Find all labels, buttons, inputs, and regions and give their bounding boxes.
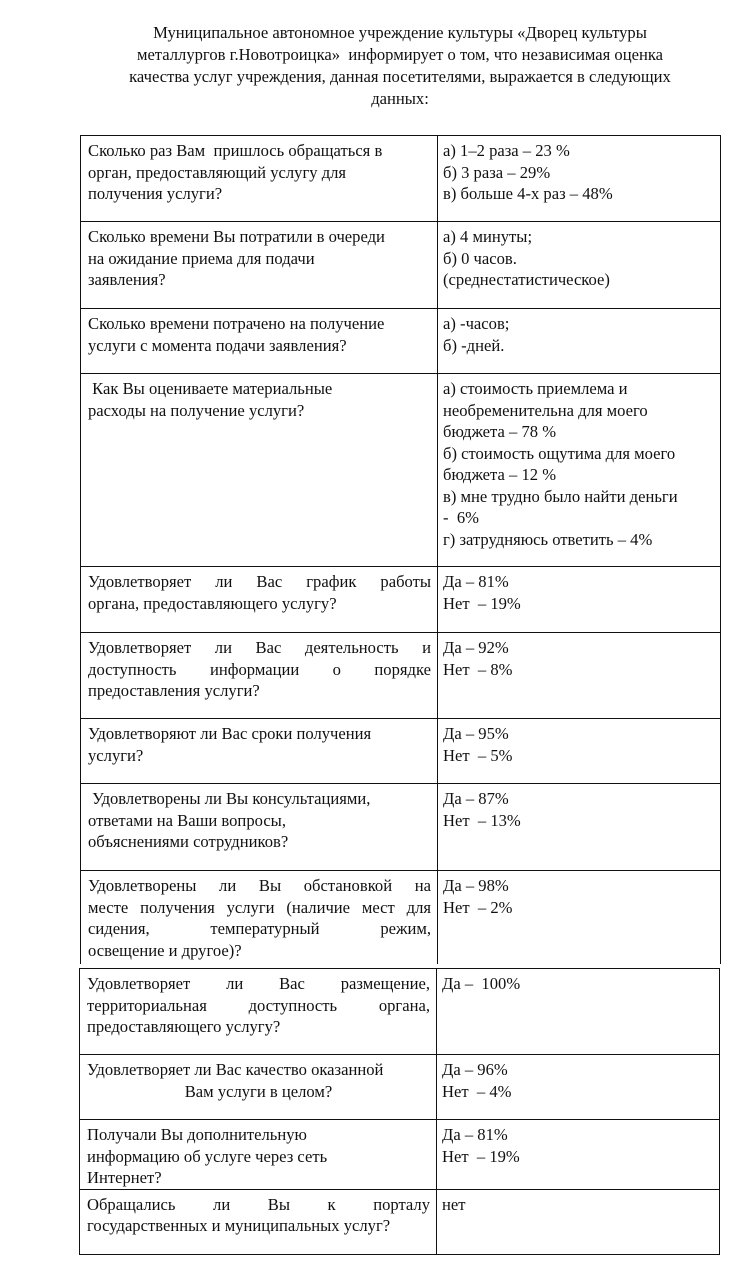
question-text: Получали Вы дополнительную [87,1125,307,1144]
question-text: Удовлетворяет ли Вас график работы [88,572,431,591]
question-text: Интернет? [87,1168,162,1187]
question-text: сидения, температурный режим, [88,919,431,938]
question-text: Удовлетворяет ли Вас деятельность и [88,638,431,657]
question-text: Сколько раз Вам пришлось обращаться в [88,141,383,160]
question-cell [81,633,438,719]
answer-cell [438,222,721,309]
answer-cell [438,374,721,567]
question-cell [81,719,438,784]
table-row [81,222,721,309]
question-cell [80,1055,437,1120]
question-text: Удовлетворены ли Вы обстановкой на [88,876,431,895]
answer-text: Да – 95% [443,724,509,743]
table-row [80,1189,720,1254]
answer-text: б) стоимость ощутима для моего [443,443,676,463]
answer-cell [438,309,721,374]
table-row [81,871,721,964]
table-row [81,784,721,871]
question-text: государственных и муниципальных услуг? [87,1216,391,1235]
answer-text: Нет – 4% [442,1081,512,1101]
answer-text: Да – 100% [442,974,521,993]
answer-cell [438,871,721,964]
answer-text: бюджета – 78 % [443,422,557,441]
question-text: Удовлетворяет ли Вас размещение, [87,974,430,993]
answer-text: б) 3 раза – 29% [443,162,551,182]
question-text: месте получения услуги (наличие мест для [88,897,431,917]
answer-text: Нет – 19% [442,1146,520,1166]
question-text: Удовлетворены ли Вы консультациями, [88,789,371,808]
answer-text: необременительна для моего [443,400,648,420]
answer-text: Да – 92% [443,638,509,657]
answer-text: а) -часов; [443,314,510,333]
answer-text: Да – 81% [443,572,509,591]
table-row [81,719,721,784]
answer-cell [438,784,721,871]
intro-line: металлургов г.Новотроицка» информирует о том, что независимая оценка [136,45,664,64]
table-row [81,309,721,374]
survey-table-1 [80,135,721,964]
answer-cell [438,567,721,633]
question-text: территориальная доступность органа, [87,995,430,1015]
question-text: доступность информации о порядке [88,659,431,679]
question-text: Удовлетворяет ли Вас качество оказанной [87,1060,384,1079]
answer-text: нет [442,1194,466,1214]
question-text: предоставления услуги? [88,681,260,700]
table-row [80,1120,720,1190]
question-text: предоставляющего услугу? [87,1017,281,1036]
question-cell [81,309,438,374]
question-text: на ожидание приема для подачи [88,248,315,268]
question-cell [80,1120,437,1190]
question-cell [81,222,438,309]
table-row [80,969,720,1055]
answer-text: - 6% [443,508,479,527]
answer-text: б) -дней. [443,335,505,355]
question-text: Как Вы оцениваете материальные [88,379,333,398]
question-text: органа, предоставляющего услугу? [88,593,337,613]
intro-line: Муниципальное автономное учреждение культуры «Дворец культуры [153,23,647,42]
question-cell [81,374,438,567]
question-text: Удовлетворяют ли Вас сроки получения [88,724,372,743]
answer-text: в) мне трудно было найти деньги [443,486,678,506]
answer-text: Да – 81% [442,1125,508,1144]
table-row [81,136,721,222]
answer-text: Да – 98% [443,876,509,895]
question-text: услуги с момента подачи заявления? [88,335,347,355]
question-cell [80,969,437,1055]
answer-cell [438,633,721,719]
question-text: расходы на получение услуги? [88,400,305,420]
question-cell [80,1189,437,1254]
answer-text: Да – 96% [442,1060,508,1079]
answer-text: а) 1–2 раза – 23 % [443,141,570,160]
answer-text: а) 4 минуты; [443,227,533,246]
answer-text: (среднестатистическое) [443,270,610,289]
answer-text: г) затрудняюсь ответить – 4% [443,529,653,549]
question-text: Обращались ли Вы к порталу [87,1194,430,1214]
answer-text: Нет – 5% [443,745,513,765]
intro-line: качества услуг учреждения, данная посетителями, выражается в следующих [129,67,671,86]
table-row [81,374,721,567]
question-text: получения услуги? [88,184,223,203]
table-row [80,1055,720,1120]
question-text: орган, предоставляющий услугу для [88,162,347,182]
question-text: Сколько времени потрачено на получение [88,314,385,333]
survey-table-2 [79,968,720,1255]
answer-text: Да – 87% [443,789,509,808]
question-text: услуги? [88,745,144,765]
table-row [81,633,721,719]
question-text: информацию об услуге через сеть [87,1146,328,1166]
answer-cell [438,719,721,784]
question-cell [81,871,438,964]
question-cell [81,567,438,633]
question-text: заявления? [88,270,166,289]
intro-paragraph [88,22,712,110]
table-row [81,567,721,633]
question-text: ответами на Ваши вопросы, [88,810,286,830]
answer-text: Нет – 19% [443,593,521,613]
answer-text: в) больше 4-х раз – 48% [443,184,613,203]
answer-cell [437,969,720,1055]
question-text: освещение и другое)? [88,940,242,960]
answer-text: Нет – 13% [443,810,521,830]
question-cell [81,136,438,222]
answer-text: бюджета – 12 % [443,465,557,484]
answer-text: Нет – 2% [443,897,513,917]
question-text: объяснениями сотрудников? [88,832,289,851]
answer-cell [437,1189,720,1254]
answer-cell [438,136,721,222]
answer-text: Нет – 8% [443,659,513,679]
answer-text: б) 0 часов. [443,248,517,268]
question-cell [81,784,438,871]
answer-cell [437,1055,720,1120]
question-text: Сколько времени Вы потратили в очереди [88,227,385,246]
answer-text: а) стоимость приемлема и [443,379,628,398]
intro-line: данных: [371,89,429,108]
answer-cell [437,1120,720,1190]
question-text: Вам услуги в целом? [184,1081,333,1101]
